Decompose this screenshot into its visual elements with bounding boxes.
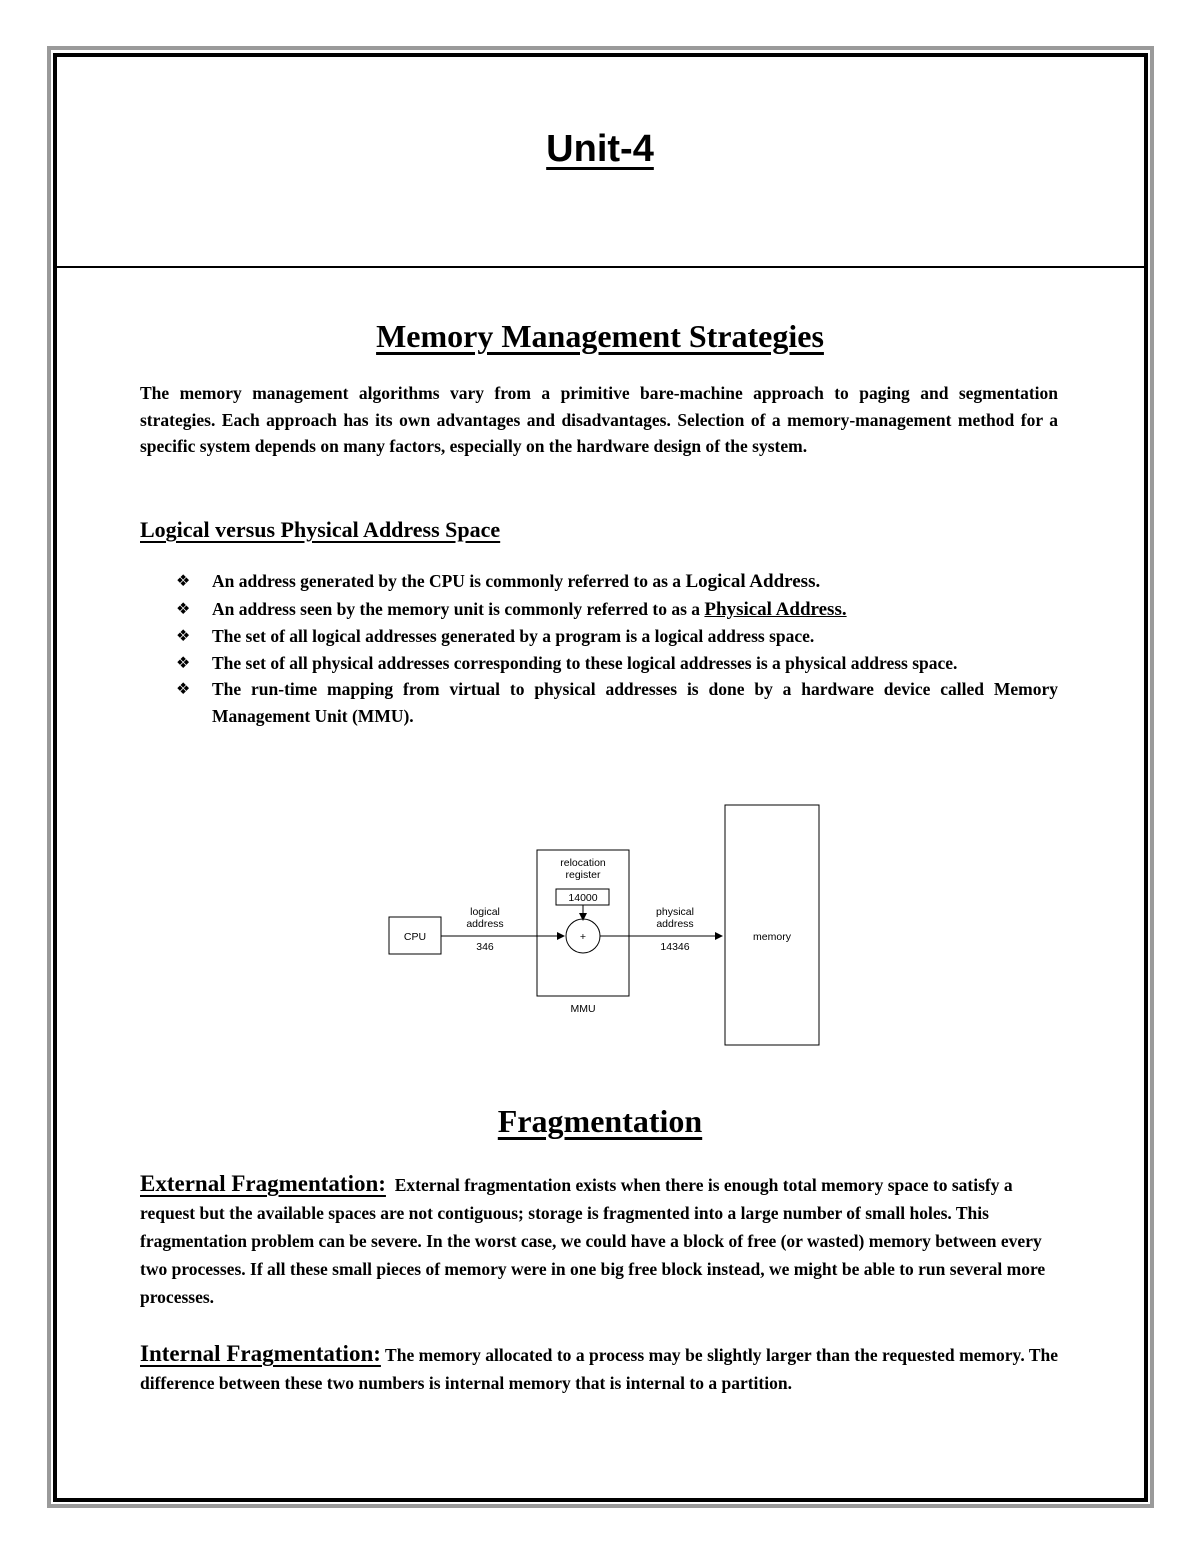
adder-plus: +: [579, 931, 587, 943]
bullet-item: ❖ The run-time mapping from virtual to physical addresses is done by a hardware device called Memory Management Unit (MMU).: [176, 676, 1058, 729]
external-fragmentation-text: External fragmentation exists when there is enough total memory space to satisfy a request but the available spaces are not contiguous; storage is fragmented into a large number of small holes. This fragmentation problem can be severe. In the worst case, we could have a block of free (or wasted) memory between every two processes. If all these small pieces of memory were in one big free block instead, we might be able to run several more processes.: [140, 1175, 1046, 1307]
intro-paragraph: The memory management algorithms vary from a primitive bare-machine approach to paging and segmentation strategies. Each approach has its own advantages and disadvantages. Selection of a memory-management method for a specific system depends on many factors, especially on the hardware design of the system.: [140, 383, 1058, 456]
internal-fragmentation-text: The memory allocated to a process may be slightly larger than the requested memory. The difference between these two numbers is internal memory that is internal to a partition.: [140, 1345, 1058, 1393]
title-divider: [57, 266, 1144, 268]
bullet-item: ❖ The set of all logical addresses generated by a program is a logical address space.: [176, 623, 1058, 650]
logical-label: logical: [470, 906, 500, 918]
physical-label: physical: [656, 906, 694, 918]
fragmentation-heading: Fragmentation: [497, 1103, 703, 1139]
bullet-item: ❖ The set of all physical addresses corresponding to these logical addresses is a physical address space.: [176, 650, 1058, 677]
external-fragmentation-label: External Fragmentation:: [140, 1171, 386, 1196]
unit-title: Unit-4: [546, 128, 654, 170]
relocation-label: relocation: [560, 857, 606, 869]
physical-value: 14346: [660, 941, 690, 953]
address-space-subheading: Logical versus Physical Address Space: [140, 517, 501, 542]
mmu-diagram: [380, 800, 830, 1050]
register-label: register: [565, 869, 601, 881]
physical-address-label: address: [656, 918, 694, 930]
internal-fragmentation-label: Internal Fragmentation:: [140, 1341, 381, 1366]
logical-address-label: address: [466, 918, 504, 930]
logical-value: 346: [476, 941, 494, 953]
bullet-item: ❖ An address seen by the memory unit is commonly referred to as a Physical Address.: [176, 596, 1058, 624]
external-fragmentation-paragraph: [140, 1170, 1058, 1311]
memory-management-heading: Memory Management Strategies: [376, 318, 824, 354]
memory-label: memory: [753, 931, 791, 943]
register-value: 14000: [568, 892, 598, 904]
internal-fragmentation-paragraph: [140, 1340, 1058, 1397]
diamond-bullet-icon: ❖: [176, 571, 191, 590]
diamond-bullet-icon: ❖: [176, 652, 191, 672]
diamond-bullet-icon: ❖: [176, 626, 191, 645]
diamond-bullet-icon: ❖: [176, 679, 191, 698]
memory-box: [725, 805, 819, 1045]
address-space-bullets: [176, 568, 1058, 729]
diamond-bullet-icon: ❖: [176, 598, 191, 618]
physical-address-term: Physical Address.: [704, 598, 847, 620]
bullet-item: ❖ An address generated by the CPU is commonly referred to as a Logical Address.: [176, 568, 1058, 596]
mmu-label: MMU: [570, 1003, 596, 1015]
cpu-label: CPU: [403, 931, 427, 943]
logical-address-term: Logical Address.: [685, 571, 821, 592]
